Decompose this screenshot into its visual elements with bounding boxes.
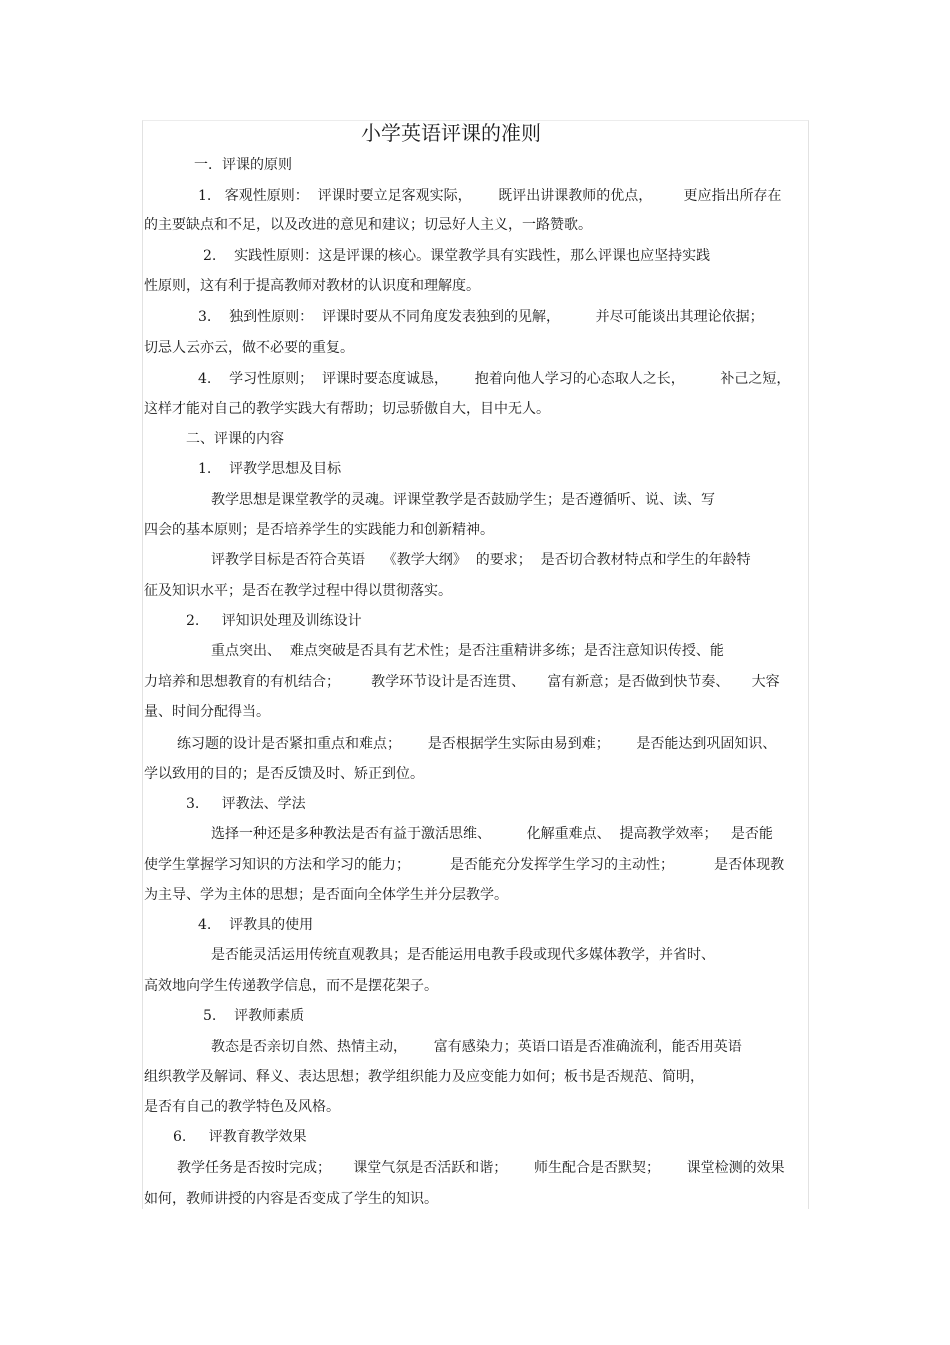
text-line: 教学任务是否按时完成； 课堂气氛是否活跃和谐； 师生配合是否默契； 课堂检测的效果 [177,1160,785,1176]
text-line: 组织教学及解词、释义、表达思想；教学组织能力及应变能力如何；板书是否规范、简明， [144,1069,704,1085]
text-line: 性原则，这有利于提高教师对教材的认识度和理解度。 [144,278,480,294]
text-line: 3. 独到性原则： 评课时要从不同角度发表独到的见解， 并尽可能谈出其理论依据； [198,309,764,325]
text-line: 这样才能对自己的教学实践大有帮助；切忌骄傲自大，目中无人。 [144,401,550,417]
section-heading: 二、评课的内容 [186,431,284,447]
text-line: 4. 学习性原则； 评课时要态度诚恳， 抱着向他人学习的心态取人之长， 补己之短， [198,371,791,387]
text-line: 高效地向学生传递教学信息，而不是摆花架子。 [144,978,438,994]
subsection-heading: 4. 评教具的使用 [198,917,314,933]
text-line: 四会的基本原则；是否培养学生的实践能力和创新精神。 [144,522,494,538]
text-line: 切忌人云亦云，做不必要的重复。 [144,340,354,356]
section-heading: 一．评课的原则 [194,157,292,173]
text-line: 征及知识水平；是否在教学过程中得以贯彻落实。 [144,583,452,599]
text-line: 选择一种还是多种教法是否有益于激活思维、 化解重难点、 提高教学效率； 是否能 [211,826,773,842]
text-line: 力培养和思想教育的有机结合； 教学环节设计是否连贯、 富有新意；是否做到快节奏、 大容 [144,674,780,690]
subsection-heading: 5. 评教师素质 [203,1008,305,1024]
text-line: 量、时间分配得当。 [144,704,270,720]
text-line: 是否有自己的教学特色及风格。 [144,1099,340,1115]
text-line: 为主导、学为主体的思想；是否面向全体学生并分层教学。 [144,887,508,903]
text-line: 是否能灵活运用传统直观教具；是否能运用电教手段或现代多媒体教学，并省时、 [211,947,715,963]
subsection-heading: 1. 评教学思想及目标 [198,461,342,477]
text-line: 的主要缺点和不足，以及改进的意见和建议；切忌好人主义，一路赞歌。 [144,217,592,233]
text-line: 1. 客观性原则： 评课时要立足客观实际， 既评出讲课教师的优点， 更应指出所存在 [198,188,782,204]
text-line: 如何，教师讲授的内容是否变成了学生的知识。 [144,1191,438,1207]
text-line: 学以致用的目的；是否反馈及时、矫正到位。 [144,766,424,782]
text-line: 教态是否亲切自然、热情主动， 富有感染力；英语口语是否准确流利，能否用英语 [211,1039,742,1055]
subsection-heading: 6. 评教育教学效果 [173,1129,307,1145]
text-line: 练习题的设计是否紧扣重点和难点； 是否根据学生实际由易到难； 是否能达到巩固知识、 [177,736,777,752]
subsection-heading: 2. 评知识处理及训练设计 [186,613,362,629]
text-line: 教学思想是课堂教学的灵魂。评课堂教学是否鼓励学生；是否遵循听、说、读、写 [211,492,715,508]
text-line: 使学生掌握学习知识的方法和学习的能力； 是否能充分发挥学生学习的主动性； 是否体现教 [144,857,785,873]
text-line: 重点突出、 难点突破是否具有艺术性；是否注重精讲多练；是否注意知识传授、能 [211,643,724,659]
subsection-heading: 3. 评教法、学法 [186,796,306,812]
text-line: 评教学目标是否符合英语 《教学大纲》 的要求； 是否切合教材特点和学生的年龄特 [211,552,751,568]
text-line: 2. 实践性原则：这是评课的核心。课堂教学具有实践性，那么评课也应坚持实践 [203,248,711,264]
page-title: 小学英语评课的准则 [361,121,541,145]
